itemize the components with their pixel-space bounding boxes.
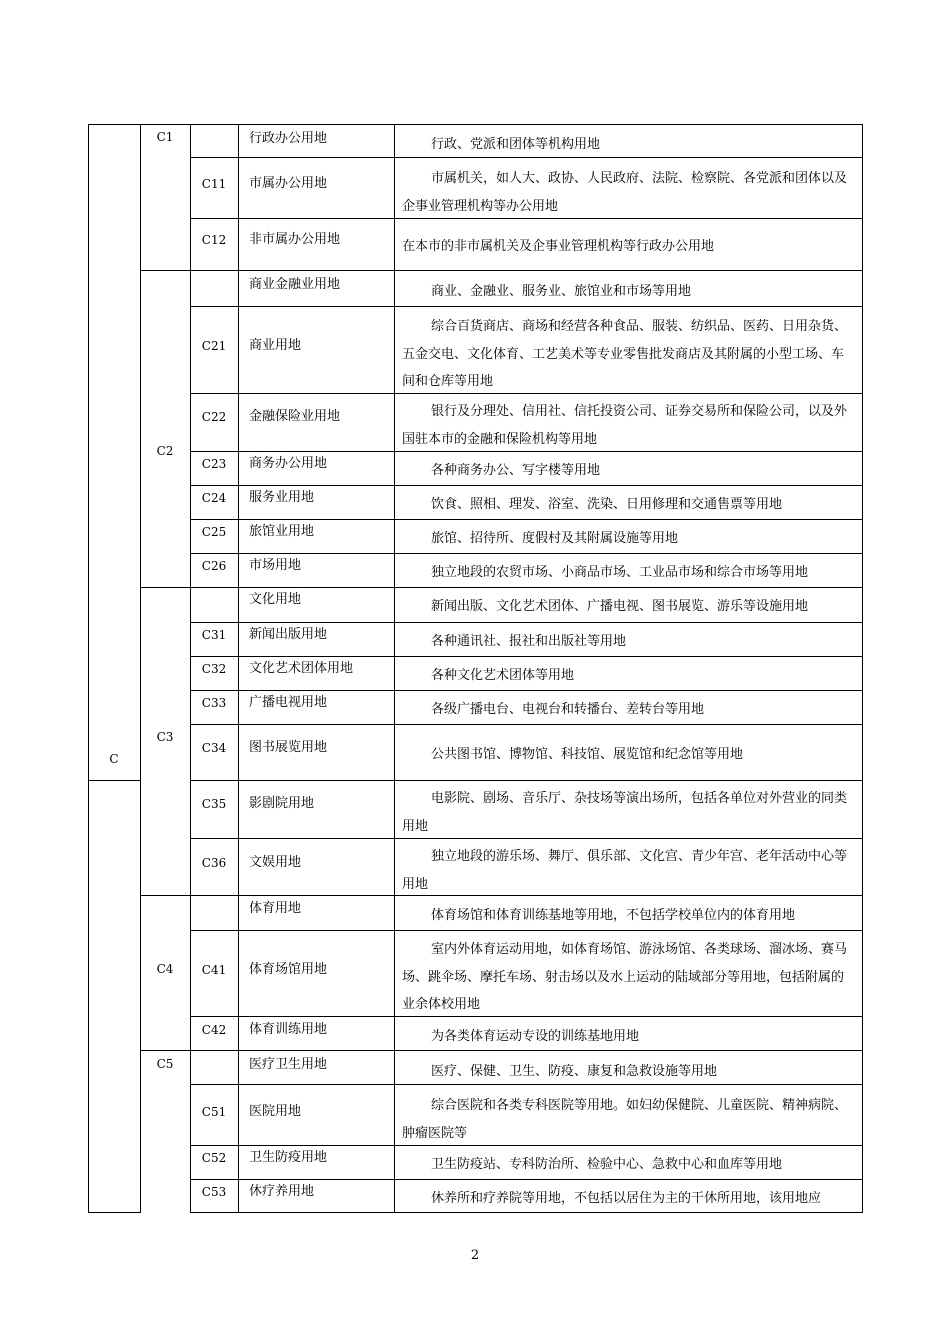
row-name: 金融保险业用地 <box>249 409 341 424</box>
row-name: 商业用地 <box>249 338 302 353</box>
row-name: 卫生防疫用地 <box>249 1150 328 1165</box>
row-description: 室内外体育运动用地，如体育场馆、游泳场馆、各类球场、溜冰场、赛马场、跳伞场、摩托车场、射击场以及水上运动的陆域部分等用地，包括附属的业余体校用地 <box>402 942 848 1012</box>
row-name: 市场用地 <box>249 558 302 573</box>
row-description: 独立地段的农贸市场、小商品市场、工业品市场和综合市场等用地 <box>431 565 809 580</box>
table-border-bottom <box>88 1212 140 1213</box>
row-divider <box>190 930 862 931</box>
row-name: 体育训练用地 <box>249 1022 328 1037</box>
row-name: 市属办公用地 <box>249 176 328 191</box>
row-description: 各种商务办公、写字楼等用地 <box>431 463 601 478</box>
row-description: 各种文化艺术团体等用地 <box>431 668 575 683</box>
row-description: 休养所和疗养院等用地，不包括以居住为主的干休所用地，该用地应 <box>431 1191 822 1206</box>
table-border-right <box>862 124 863 1213</box>
row-description: 各种通讯社、报社和出版社等用地 <box>431 634 627 649</box>
group-code-c3: C3 <box>156 730 174 744</box>
row-description: 卫生防疫站、专科防治所、检验中心、急救中心和血库等用地 <box>431 1157 783 1172</box>
row-divider <box>190 724 862 725</box>
row-description: 综合百货商店、商场和经营各种食品、服装、纺织品、医药、日用杂货、五金交电、文化体育、工艺美术等专业零售批发商店及其附属的小型工场、车间和仓库等用地 <box>402 319 848 389</box>
row-description: 在本市的非市属机关及企事业管理机构等行政办公用地 <box>402 239 715 254</box>
row-name: 商业金融业用地 <box>249 277 341 292</box>
row-description: 各级广播电台、电视台和转播台、差转台等用地 <box>431 702 705 717</box>
row-code: C11 <box>201 177 227 191</box>
table-border-left <box>88 124 89 1213</box>
row-description: 独立地段的游乐场、舞厅、俱乐部、文化宫、青少年宫、老年活动中心等用地 <box>402 849 848 892</box>
row-code: C21 <box>201 339 227 353</box>
row-code: C12 <box>201 233 227 247</box>
row-name: 旅馆业用地 <box>249 524 315 539</box>
row-name: 行政办公用地 <box>249 131 328 146</box>
row-description: 为各类体育运动专设的训练基地用地 <box>431 1029 640 1044</box>
row-code: C31 <box>201 628 227 642</box>
row-name: 文娱用地 <box>249 855 302 870</box>
row-name: 体育场馆用地 <box>249 962 328 977</box>
group-code-c1: C1 <box>156 130 174 144</box>
row-name: 商务办公用地 <box>249 456 328 471</box>
row-description: 商业、金融业、服务业、旅馆业和市场等用地 <box>431 284 692 299</box>
row-description: 饮食、照相、理发、浴室、洗染、日用修理和交通售票等用地 <box>431 497 783 512</box>
row-name: 文化用地 <box>249 592 302 607</box>
row-code: C42 <box>201 1023 227 1037</box>
row-name: 医院用地 <box>249 1104 302 1119</box>
row-name: 服务业用地 <box>249 490 315 505</box>
row-name: 影剧院用地 <box>249 796 315 811</box>
table-border-top <box>88 124 862 125</box>
row-code: C26 <box>201 559 227 573</box>
row-divider <box>88 780 140 781</box>
row-name: 新闻出版用地 <box>249 627 328 642</box>
row-code: C41 <box>201 963 227 977</box>
row-description: 市属机关，如人大、政协、人民政府、法院、检察院、各党派和团体以及企事业管理机构等办公用地 <box>402 171 848 214</box>
major-category-code: C <box>109 752 119 766</box>
row-description: 旅馆、招待所、度假村及其附属设施等用地 <box>431 531 679 546</box>
row-description: 公共图书馆、博物馆、科技馆、展览馆和纪念馆等用地 <box>431 747 744 762</box>
row-divider <box>190 306 862 307</box>
row-description: 行政、党派和团体等机构用地 <box>431 137 601 152</box>
row-code: C51 <box>201 1105 227 1119</box>
row-name: 非市属办公用地 <box>249 232 341 247</box>
row-name: 医疗卫生用地 <box>249 1057 328 1072</box>
row-code: C24 <box>201 491 227 505</box>
row-code: C36 <box>201 856 227 870</box>
row-code: C35 <box>201 797 227 811</box>
land-use-table <box>88 124 862 1213</box>
row-code: C33 <box>201 696 227 710</box>
row-description: 银行及分理处、信用社、信托投资公司、证券交易所和保险公司，以及外国驻本市的金融和保险机构等用地 <box>402 404 848 447</box>
row-description: 综合医院和各类专科医院等用地。如妇幼保健院、儿童医院、精神病院、肿瘤医院等 <box>402 1098 848 1141</box>
row-code: C52 <box>201 1151 227 1165</box>
row-description: 医疗、保健、卫生、防疫、康复和急救设施等用地 <box>431 1064 718 1079</box>
row-code: C23 <box>201 457 227 471</box>
row-code: C53 <box>201 1185 227 1199</box>
row-name: 图书展览用地 <box>249 740 328 755</box>
row-code: C22 <box>201 410 227 424</box>
row-description: 电影院、剧场、音乐厅、杂技场等演出场所，包括各单位对外营业的同类用地 <box>402 791 848 834</box>
group-code-c5: C5 <box>156 1057 174 1071</box>
group-code-c4: C4 <box>156 962 174 976</box>
group-code-c2: C2 <box>156 444 174 458</box>
page-number: 2 <box>470 1248 480 1263</box>
row-name: 文化艺术团体用地 <box>249 661 354 676</box>
row-divider <box>190 780 862 781</box>
row-description: 新闻出版、文化艺术团体、广播电视、图书展览、游乐等设施用地 <box>431 599 809 614</box>
row-code: C32 <box>201 662 227 676</box>
row-code: C25 <box>201 525 227 539</box>
row-name: 休疗养用地 <box>249 1184 315 1199</box>
row-name: 广播电视用地 <box>249 695 328 710</box>
row-code: C34 <box>201 741 227 755</box>
row-description: 体育场馆和体育训练基地等用地，不包括学校单位内的体育用地 <box>431 908 796 923</box>
group-divider <box>140 270 862 271</box>
row-name: 体育用地 <box>249 901 302 916</box>
